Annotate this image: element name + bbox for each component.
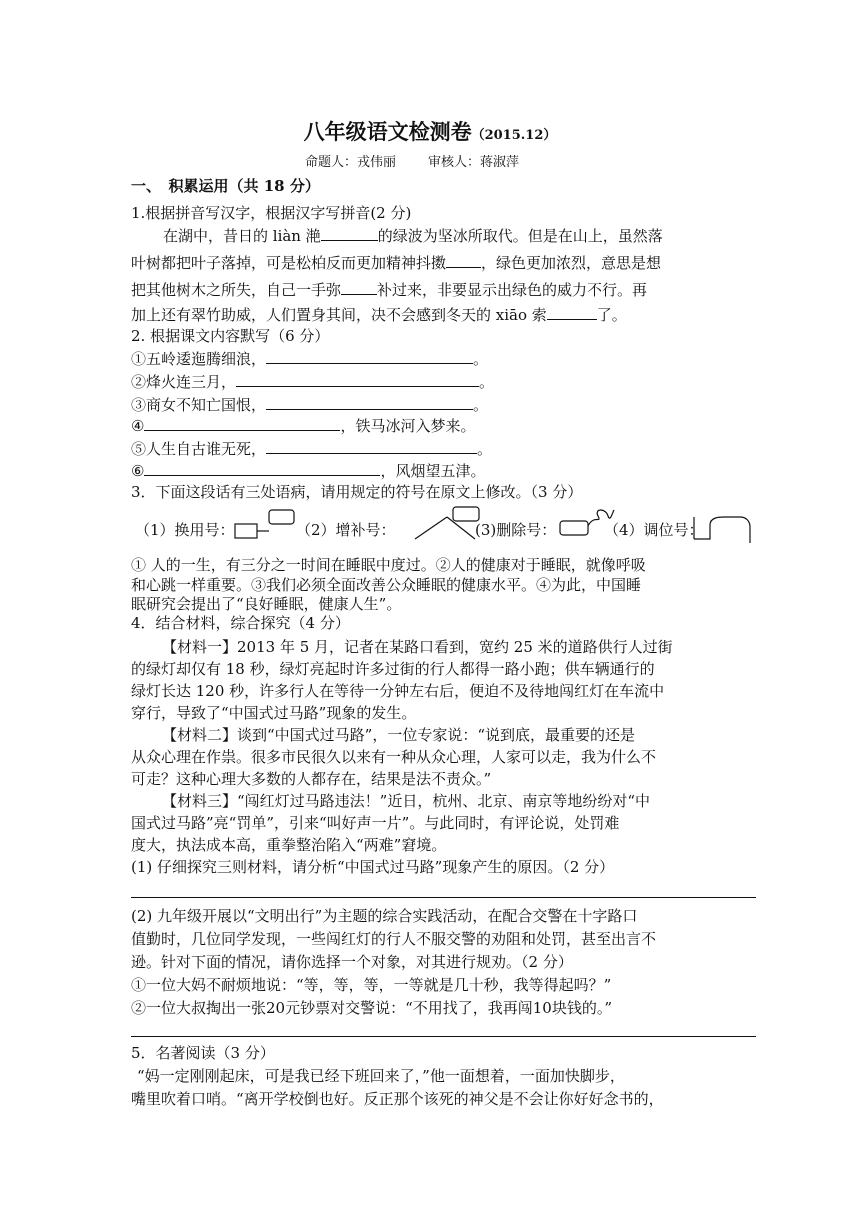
q1-text: 把其他树木之所失，自己一手弥: [131, 281, 342, 299]
answer-blank[interactable]: [266, 395, 473, 410]
answer-blank[interactable]: [547, 305, 597, 320]
q4-sub2-line: 逊。针对下面的情况，请你选择一个对象，对其进行规劝。（2 分）: [131, 953, 573, 971]
material-line: 的绿灯却仅有 18 秒，绿灯亮起时许多过街的行人都得一路小跑；供车辆通行的: [131, 660, 655, 678]
q1-text: 补过来，非要显示出绿色的威力不行。再: [377, 281, 648, 299]
swap-mark-icon: [690, 513, 760, 545]
q1-text: 在湖中，昔日的 liàn 滟: [163, 227, 321, 245]
recite-text: ①五岭逶迤腾细浪，: [131, 350, 267, 368]
q1-heading: 1.根据拼音写汉字，根据汉字写拼音(2 分): [131, 204, 412, 222]
title-date: （2015.12）: [471, 128, 557, 143]
recite-text: ③商女不知亡国恨，: [131, 396, 267, 414]
q1-text: ，绿色更加浓烈，意思是想: [481, 254, 662, 272]
answer-blank[interactable]: [321, 226, 378, 241]
answer-blank[interactable]: [446, 253, 481, 268]
material-line: 【材料一】2013 年 5 月，记者在某路口看到，宽约 25 米的道路供行人过街: [162, 638, 673, 656]
material-line: 度大，执法成本高，重拳整治陷入“两难”窘境。: [131, 836, 447, 854]
symbol-label-delete: (3)删除号：: [475, 521, 557, 539]
material-line: 穿行，导致了“中国式过马路”现象的发生。: [131, 704, 417, 722]
answer-blank[interactable]: [266, 439, 477, 454]
recite-text: ②烽火连三月，: [131, 373, 237, 391]
q1-text: 叶树都把叶子落掉，可是松柏反而更加精神抖擞: [131, 254, 447, 272]
recite-text: ④: [131, 417, 145, 435]
answer-blank[interactable]: [144, 416, 340, 431]
recite-text: ⑤人生自古谁无死，: [131, 440, 267, 458]
recite-tail: 。: [473, 396, 489, 414]
q4-sub2-line: 值勤时，几位同学发现，一些闯红灯的行人不服交警的劝阻和处罚，甚至出言不: [131, 930, 657, 948]
replace-mark-icon: [233, 507, 297, 541]
q3-paragraph-line: ① 人的一生，有三分之一时间在睡眠中度过。②人的健康对于睡眠，就像呼吸: [131, 556, 646, 574]
q1-text: 的绿波为坚冰所取代。但是在山上，虽然落: [377, 227, 663, 245]
recite-item: [131, 395, 488, 415]
setter-name: 命题人：戎伟丽: [305, 155, 397, 170]
q1-text: 了。: [596, 306, 627, 324]
answer-blank[interactable]: [236, 372, 479, 387]
q5-passage-line: “妈一定刚刚起床，可是我已经下班回来了，”他一面想着，一面加快脚步，: [137, 1067, 625, 1085]
recite-tail: 。: [473, 350, 489, 368]
recite-item: [131, 372, 494, 392]
material-line: 【材料三】“闯红灯过马路违法！”近日，杭州、北京、南京等地纷纷对“中: [162, 792, 651, 810]
section-heading: 一、 积累运用（共 18 分）: [131, 177, 320, 195]
recite-tail: 。: [479, 373, 495, 391]
q3-heading: 3．下面这段话有三处语病，请用规定的符号在原文上修改。（3 分）: [131, 483, 583, 501]
q4-heading: 4．结合材料，综合探究（4 分）: [131, 614, 350, 632]
q1-line: [163, 226, 663, 246]
recite-item: [131, 461, 485, 481]
q5-heading: 5．名著阅读（3 分）: [131, 1044, 275, 1062]
exam-meta: [305, 151, 519, 170]
q1-line: [131, 253, 661, 273]
answer-line[interactable]: [131, 897, 756, 898]
material-line: 从众心理在作祟。很多市民很久以来有一种从众心理，人家可以走，我为什么不: [131, 748, 657, 766]
symbol-label-replace: （1）换用号：: [135, 521, 235, 539]
q4-sub2-line: ①一位大妈不耐烦地说：“等，等，等，一等就是几十秒，我等得起吗？”: [131, 976, 612, 994]
reviewer-name: 审核人：蒋淑萍: [428, 155, 520, 170]
q5-passage-line: 嘴里吹着口哨。“离开学校倒也好。反正那个该死的神父是不会让你好好念书的，: [131, 1090, 664, 1108]
recite-tail: ，风烟望五津。: [380, 462, 486, 480]
recite-item: [131, 416, 475, 436]
material-line: 国式过马路”亮“罚单”，引来“叫好声一片”。与此同时，有评论说，处罚难: [131, 814, 620, 832]
q1-text: 加上还有翠竹助威，人们置身其间，决不会感到冬天的 xiāo 索: [131, 306, 547, 324]
q3-paragraph-line: 和心跳一样重要。③我们必须全面改善公众睡眠的健康水平。④为此，中国睡: [131, 576, 642, 594]
recite-item: [131, 439, 492, 459]
q4-sub1: (1) 仔细探究三则材料，请分析“中国式过马路”现象产生的原因。（2 分）: [131, 858, 615, 876]
exam-title: [0, 116, 860, 146]
q3-paragraph-line: 眠研究会提出了“良好睡眠，健康人生”。: [131, 595, 402, 613]
q2-heading: 2. 根据课文内容默写（6 分）: [131, 327, 330, 345]
q1-line: [131, 280, 647, 300]
symbol-label-insert: （2）增补号：: [296, 521, 396, 539]
q1-line: [131, 305, 627, 325]
recite-tail: 。: [477, 440, 493, 458]
material-line: 【材料二】谈到“中国式过马路”，一位专家说：“说到底，最重要的还是: [162, 726, 636, 744]
answer-line[interactable]: [131, 1036, 756, 1037]
answer-blank[interactable]: [266, 349, 473, 364]
recite-item: [131, 349, 488, 369]
symbol-label-swap: （4）调位号：: [604, 521, 704, 539]
recite-text: ⑥: [131, 462, 145, 480]
recite-tail: ，铁马冰河入梦来。: [340, 417, 476, 435]
answer-blank[interactable]: [341, 280, 377, 295]
material-line: 绿灯长达 120 秒，许多行人在等待一分钟左右后，便迫不及待地闯红灯在车流中: [131, 682, 665, 700]
material-line: 可走？这种心理大多数的人都存在，结果是法不责众。”: [131, 770, 492, 788]
answer-blank[interactable]: [144, 461, 380, 476]
title-text: 八年级语文检测卷: [303, 119, 472, 144]
q4-sub2-line: ②一位大叔掏出一张20元钞票对交警说：“不用找了，我再闯10块钱的。”: [131, 999, 613, 1017]
q4-sub2-line: (2) 九年级开展以“文明出行”为主题的综合实践活动，在配合交警在十字路口: [131, 907, 638, 925]
